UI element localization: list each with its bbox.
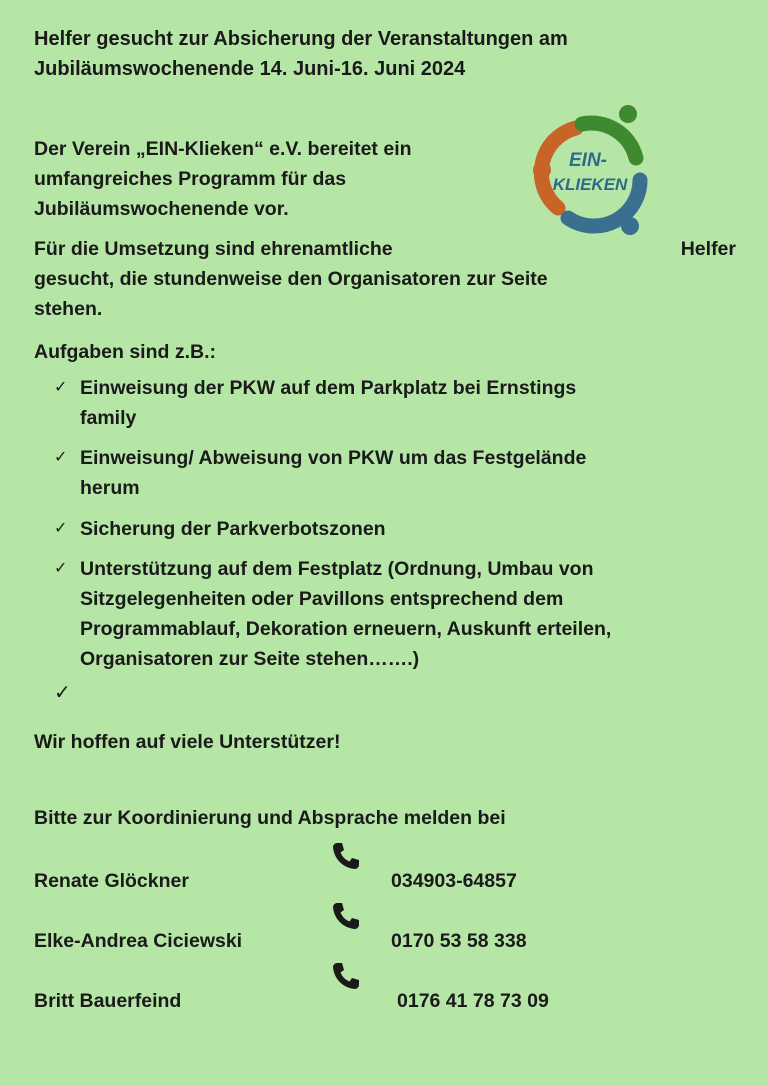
task-line: Sicherung der Parkverbotszonen (80, 518, 386, 540)
need-line-1: Für die Umsetzung sind ehrenamtliche (34, 238, 393, 260)
check-icon: ✓ (54, 520, 68, 537)
logo-text-line-2: KLIEKEN (552, 175, 628, 194)
contact-name: Britt Bauerfeind (34, 990, 182, 1012)
check-icon: ✓ (54, 560, 68, 577)
task-item (34, 554, 734, 674)
intro-line-1: Der Verein „EIN-Klieken“ e.V. bereitet ein (34, 138, 412, 160)
logo-green-figure-head (619, 105, 637, 123)
phone-icon (330, 840, 362, 872)
task-line: Programmablauf, Dekoration erneuern, Auskunft erteilen, (80, 618, 612, 640)
task-line: Einweisung der PKW auf dem Parkplatz bei Ernstings (80, 377, 577, 399)
task-line: Sitzgelegenheiten oder Pavillons entsprechend dem (80, 588, 564, 610)
contact-phone: 0176 41 78 73 09 (397, 990, 549, 1012)
intro-line-2: umfangreiches Programm für das (34, 168, 347, 190)
need-line-2: gesucht, die stundenweise den Organisatoren zur Seite (34, 268, 548, 290)
task-item (34, 443, 734, 503)
task-line: family (80, 407, 137, 429)
contact-name: Elke-Andrea Ciciewski (34, 930, 243, 952)
contact-heading: Bitte zur Koordinierung und Absprache melden bei (34, 807, 506, 829)
logo-text-line-1: EIN- (569, 150, 607, 171)
need-paragraph (34, 234, 744, 324)
empty-check-icon: ✓ (54, 682, 71, 704)
ein-klieken-logo (518, 100, 658, 240)
intro-paragraph (34, 134, 514, 224)
task-line: Einweisung/ Abweisung von PKW um das Festgelände (80, 447, 587, 469)
contact-phone: 0170 53 58 338 (391, 930, 527, 952)
contact-phone: 034903-64857 (391, 870, 517, 892)
tasks-heading: Aufgaben sind z.B.: (34, 341, 216, 363)
phone-icon (330, 900, 362, 932)
headline (34, 24, 734, 84)
task-line: Unterstützung auf dem Festplatz (Ordnung, Umbau von (80, 558, 594, 580)
logo-orange-figure-head (533, 161, 551, 179)
need-line-3: stehen. (34, 298, 103, 320)
contact-row (34, 986, 734, 1026)
contact-row (34, 866, 734, 906)
contact-row (34, 926, 734, 966)
check-icon: ✓ (54, 449, 68, 466)
task-item (34, 373, 734, 433)
intro-line-3: Jubiläumswochenende vor. (34, 198, 289, 220)
task-line: Organisatoren zur Seite stehen…….) (80, 648, 420, 670)
hope-text: Wir hoffen auf viele Unterstützer! (34, 731, 341, 753)
contact-name: Renate Glöckner (34, 870, 189, 892)
headline-line-1: Helfer gesucht zur Absicherung der Veranstaltungen am (34, 28, 568, 50)
phone-icon (330, 960, 362, 992)
need-helfer-word: Helfer (680, 238, 736, 260)
check-icon: ✓ (54, 379, 68, 396)
task-line: herum (80, 477, 140, 499)
headline-line-2: Jubiläumswochenende 14. Juni-16. Juni 2024 (34, 58, 466, 80)
task-item (34, 514, 734, 544)
logo-blue-figure-head (621, 217, 639, 235)
